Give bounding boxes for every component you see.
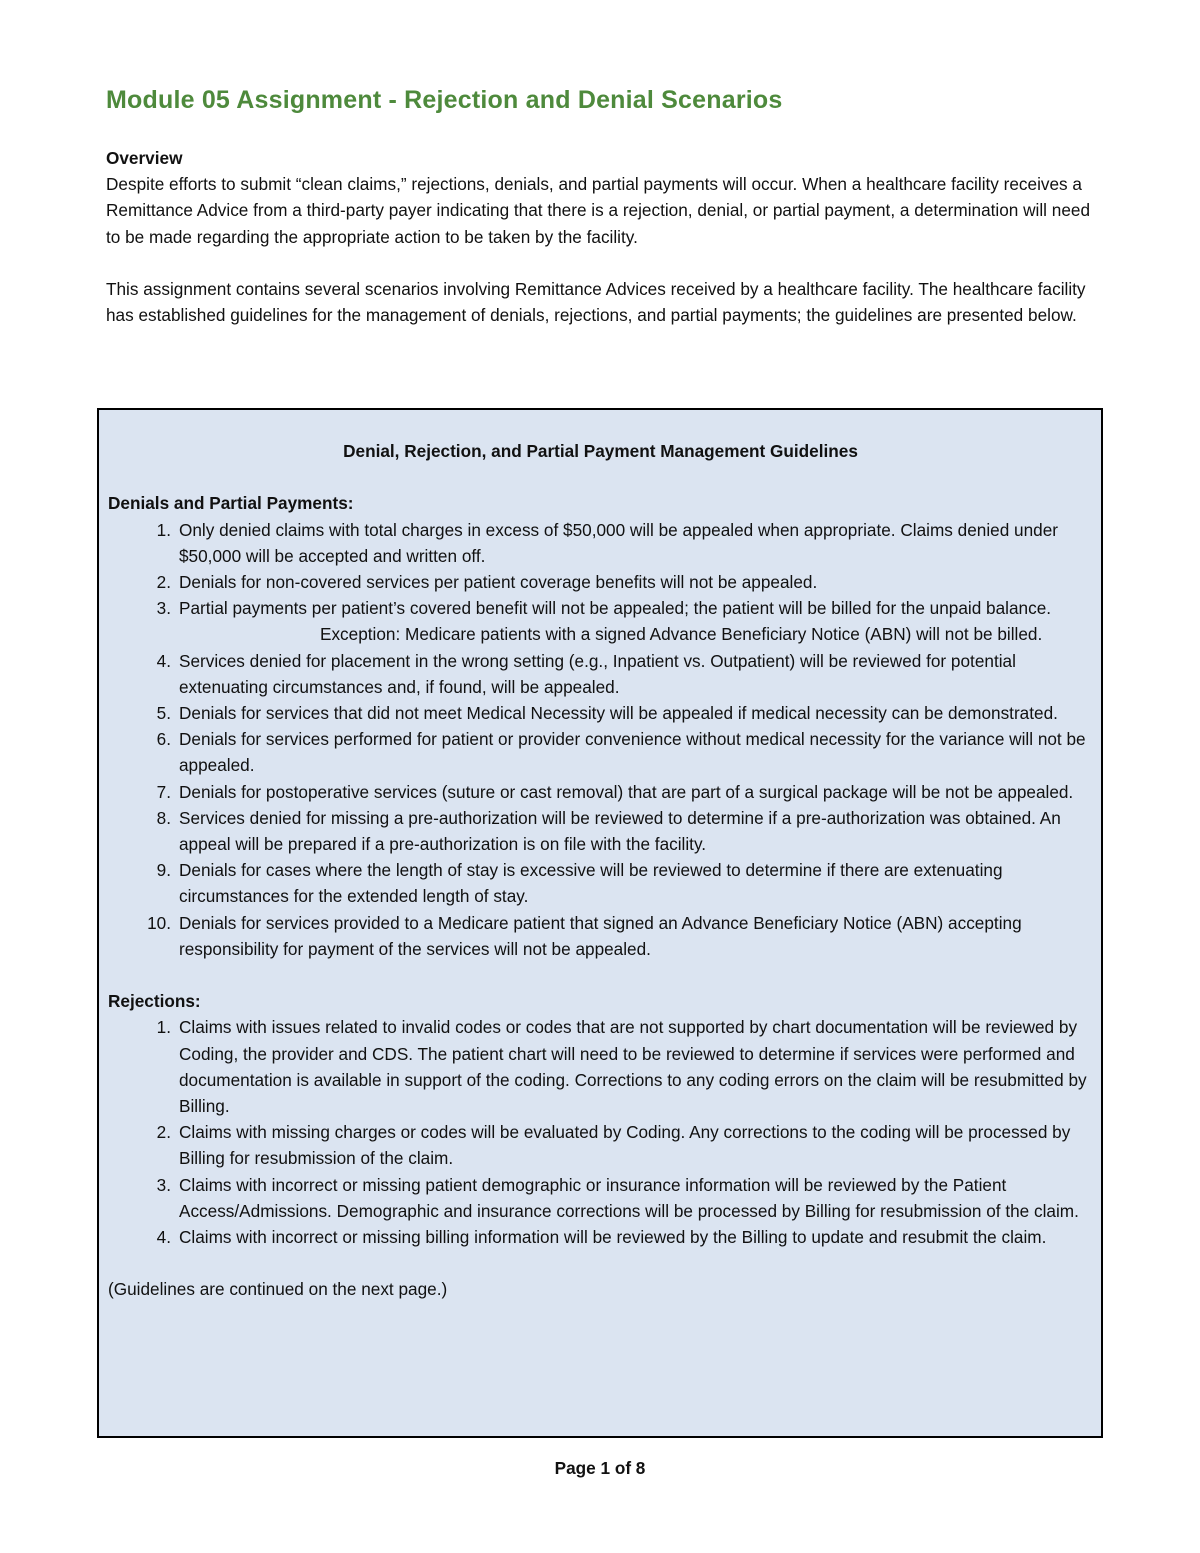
denials-list — [108, 517, 1093, 962]
list-item: 8. Services denied for missing a pre-authorization will be reviewed to determine if a pre-authorization was obtained. An appeal will be prepared if a pre-authorization is on file with the facility. — [156, 807, 1061, 855]
list-item: 1. Only denied claims with total charges in excess of $50,000 will be appealed when appropriate. Claims denied under $50,000 will be accepted and written off. — [156, 519, 1058, 566]
list-item: 2. Claims with missing charges or codes will be evaluated by Coding. Any corrections to the coding will be processed by Billing for resubmission of the claim. — [156, 1122, 1071, 1169]
exception-note: Exception: Medicare patients with a signed Advance Beneficiary Notice (ABN) will not be billed. — [320, 624, 1043, 645]
intro-paragraph: This assignment contains several scenarios involving Remittance Advices received by a healthcare facility. The healthcare facility has established guidelines for the management of denials, rejections, and partial payments; the guidelines are presented below. — [106, 279, 1086, 326]
list-item: 1. Claims with issues related to invalid codes or codes that are not supported by chart documentation will be reviewed by Coding, the provider and CDS. The patient chart will need to be reviewed to determine if services were performed and documentation is available in support of the coding. Corrections to any coding errors on the claim will be resubmitted by Billing. — [156, 1017, 1087, 1117]
page-title: Module 05 Assignment - Rejection and Denial Scenarios — [106, 86, 783, 114]
list-item: 3. Partial payments per patient’s covered benefit will not be appealed; the patient will be billed for the unpaid balance. Exception: Medicare patients with a signed Advance Beneficiary Notice (ABN) will not be billed. — [108, 595, 1093, 647]
denials-heading: Denials and Partial Payments: — [108, 493, 354, 514]
rejections-heading: Rejections: — [108, 991, 201, 1012]
intro-section — [106, 145, 1106, 328]
list-item: 5. Denials for services that did not meet Medical Necessity will be appealed if medical necessity can be demonstrated. — [156, 703, 1058, 724]
overview-paragraph: Despite efforts to submit “clean claims,” rejections, denials, and partial payments will occur. When a healthcare facility receives a Remittance Advice from a third-party payer indicating that there is a rejection, denial, or partial payment, a determination will need to be made regarding the appropriate action to be taken by the facility. — [106, 174, 1091, 247]
list-item: 2. Denials for non-covered services per patient coverage benefits will not be appealed. — [156, 572, 818, 592]
list-item: 10. Denials for services provided to a Medicare patient that signed an Advance Beneficiary Notice (ABN) accepting responsibility for payment of the services will not be appealed. — [147, 912, 1022, 959]
guidelines-title: Denial, Rejection, and Partial Payment Management Guidelines — [343, 441, 858, 461]
list-item: 4. Claims with incorrect or missing billing information will be reviewed by the Billing to update and resubmit the claim. — [156, 1227, 1047, 1248]
list-item: 6. Denials for services performed for patient or provider convenience without medical necessity for the variance will not be appealed. — [156, 729, 1086, 776]
list-item: 4. Services denied for placement in the wrong setting (e.g., Inpatient vs. Outpatient) will be reviewed for potential extenuating circumstances and, if found, will be appealed. — [156, 650, 1016, 697]
page-number: Page 1 of 8 — [554, 1458, 646, 1478]
continued-note: (Guidelines are continued on the next page.) — [108, 1279, 448, 1300]
rejections-list — [108, 1014, 1093, 1250]
list-item: 3. Claims with incorrect or missing patient demographic or insurance information will be reviewed by the Patient Access/Admissions. Demographic and insurance corrections will be processed by Billing for resubmission of the claim. — [156, 1174, 1079, 1221]
overview-heading: Overview — [106, 148, 183, 168]
list-item: 7. Denials for postoperative services (suture or cast removal) that are part of a surgical package will be not be appealed. — [156, 781, 1074, 802]
guidelines-box — [97, 408, 1103, 1438]
list-item: 9. Denials for cases where the length of stay is excessive will be reviewed to determine if there are extenuating circumstances for the extended length of stay. — [156, 860, 1003, 907]
